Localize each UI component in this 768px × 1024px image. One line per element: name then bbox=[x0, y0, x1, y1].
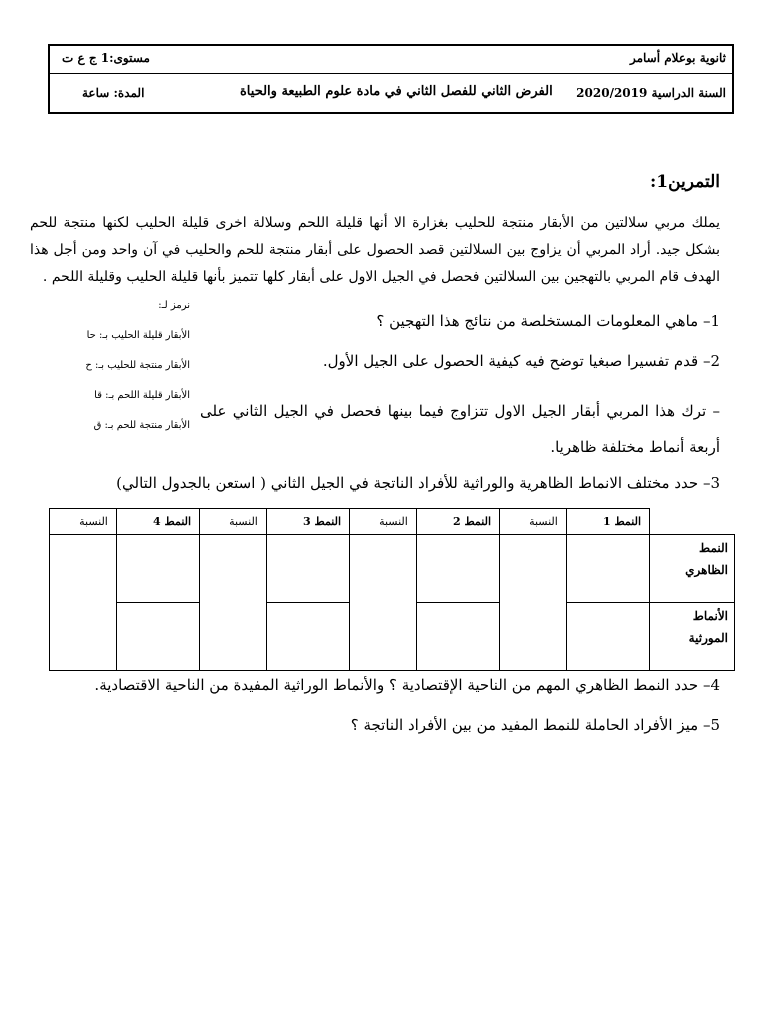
table-cell bbox=[116, 535, 199, 603]
table-header: النمط 1 bbox=[566, 509, 649, 535]
table-cell bbox=[566, 535, 649, 603]
school-name: ثانوية بوعلام أسامر bbox=[629, 51, 726, 65]
table-header-row bbox=[50, 509, 735, 535]
legend-item: الأبقار منتجة للحليب بـ: ح bbox=[85, 360, 190, 371]
table-header: النسبة bbox=[200, 509, 267, 535]
exam-title: الفرض الثاني للفصل الثاني في مادة علوم الطبيعة والحياة bbox=[240, 84, 553, 99]
table-cell bbox=[416, 603, 499, 671]
legend-item: الأبقار منتجة للحم بـ: ق bbox=[93, 420, 190, 431]
exercise-title: التمرين1: bbox=[649, 172, 720, 192]
header-box bbox=[48, 44, 734, 114]
genotype-table bbox=[49, 508, 735, 671]
question-2-continuation: – ترك هذا المربي أبقار الجيل الاول تتزاوج فيما بينها فحصل في الجيل الثاني على أربعة أنماط مختلفة ظاهريا. bbox=[200, 402, 720, 456]
table-cell bbox=[266, 535, 349, 603]
table-cell bbox=[116, 603, 199, 671]
level: مستوى:1 ج ع ت bbox=[62, 51, 150, 65]
row-label-genotypes: الأنماط المورثية bbox=[650, 603, 735, 671]
question-5: 5– ميز الأفراد الحاملة للنمط المفيد من بين الأفراد الناتجة ؟ bbox=[350, 716, 720, 734]
table-cell bbox=[50, 535, 117, 671]
table-header: النمط 4 bbox=[116, 509, 199, 535]
school-year: السنة الدراسية 2020/2019 bbox=[576, 86, 726, 100]
table-header: النمط 3 bbox=[266, 509, 349, 535]
exercise-paragraph: يملك مربي سلالتين من الأبقار منتجة للحليب بغزارة الا أنها قليلة اللحم وسلالة اخرى قليلة الحليب لكنها منتجة للحم بشكل جيد. أراد المربي أن يزاوج بين السلالتين قصد الحصول على أبقار منتجة للحم والحليب في آن واحد ومن أجل هذا الهدف قام المربي بالتهجين بين السلالتين فحصل في الجيل الاول على أبقار كلها تتميز بأنها قليلة الحليب وقليلة اللحم . bbox=[30, 215, 720, 285]
legend-item: الأبقار قليلة اللحم بـ: قا bbox=[94, 390, 190, 401]
exam-duration: المدة: ساعة bbox=[82, 86, 145, 100]
table-cell bbox=[350, 535, 417, 671]
table-row bbox=[50, 535, 735, 603]
table-cell bbox=[566, 603, 649, 671]
row-label-phenotype: النمط الظاهري bbox=[650, 535, 735, 603]
table-header: النمط 2 bbox=[416, 509, 499, 535]
table-header: النسبة bbox=[500, 509, 567, 535]
table-cell bbox=[266, 603, 349, 671]
table-header: النسبة bbox=[50, 509, 117, 535]
table-cell bbox=[416, 535, 499, 603]
table-cell bbox=[200, 535, 267, 671]
question-1: 1– ماهي المعلومات المستخلصة من نتائج هذا التهجين ؟ bbox=[376, 312, 720, 330]
header-divider bbox=[50, 73, 732, 74]
question-4: 4– حدد النمط الظاهري المهم من الناحية الإقتصادية ؟ والأنماط الوراثية المفيدة من الناحية الاقتصادية. bbox=[94, 676, 720, 694]
legend-title: نرمز لـ: bbox=[158, 300, 190, 311]
question-2: 2– قدم تفسيرا صبغيا توضح فيه كيفية الحصول على الجيل الأول. bbox=[322, 352, 720, 370]
table-header: النسبة bbox=[350, 509, 417, 535]
legend-item: الأبقار قليلة الحليب بـ: حا bbox=[86, 330, 190, 341]
table-cell bbox=[500, 535, 567, 671]
question-3: 3– حدد مختلف الانماط الظاهرية والوراثية للأفراد الناتجة في الجيل الثاني ( استعن بالجدول التالي) bbox=[116, 474, 720, 492]
table-corner bbox=[650, 509, 735, 535]
